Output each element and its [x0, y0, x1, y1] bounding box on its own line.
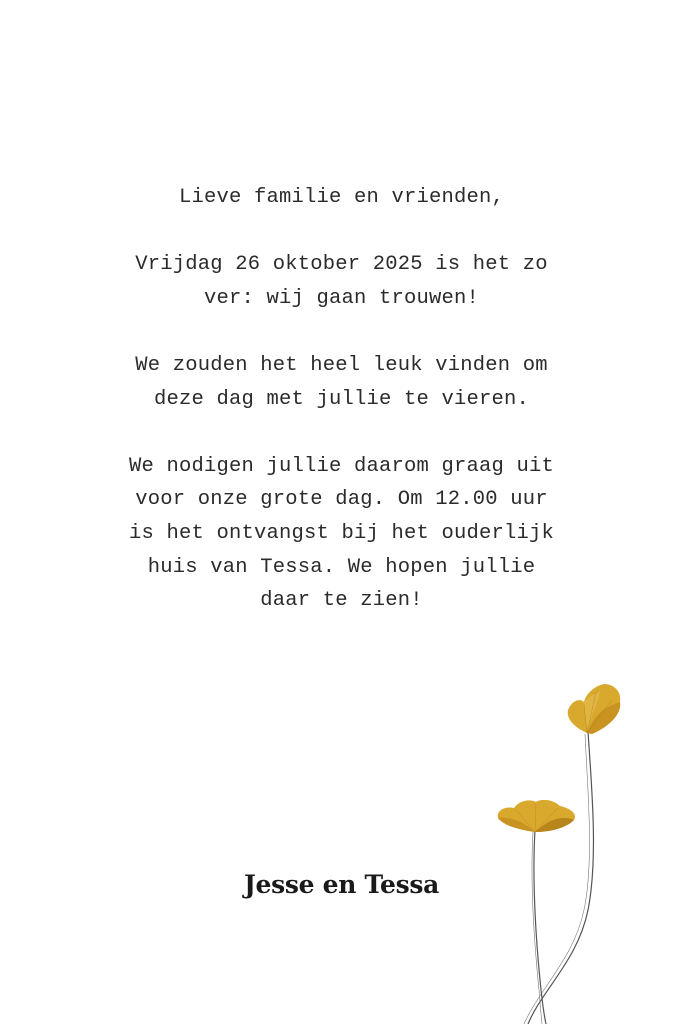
paragraph-line: deze dag met jullie te vieren. — [153, 387, 530, 411]
paragraph-line: Vrijdag 26 oktober 2025 is het zo — [135, 253, 548, 277]
paragraph-line: daar te zien! — [260, 589, 423, 613]
paragraph-celebrate — [60, 349, 623, 416]
paragraph-line: voor onze grote dag. Om 12.00 uur — [135, 488, 548, 512]
signature: Jesse en Tessa — [243, 870, 440, 899]
ginkgo-leaf-upper — [568, 684, 621, 734]
ginkgo-leaf-lower — [498, 800, 575, 832]
paragraph-line: huis van Tessa. We hopen jullie — [147, 555, 536, 579]
greeting — [60, 181, 623, 215]
paragraph-details — [60, 450, 623, 618]
paragraph-date — [60, 248, 623, 315]
ginkgo-flowers-icon — [480, 670, 640, 1024]
invitation-text — [60, 181, 623, 651]
paragraph-line: We zouden het heel leuk vinden om — [135, 353, 548, 377]
paragraph-line: We nodigen jullie daarom graag uit — [128, 454, 555, 478]
paragraph-line: is het ontvangst bij het ouderlijk — [128, 521, 555, 545]
greeting-line: Lieve familie en vrienden, — [178, 186, 505, 209]
paragraph-line: ver: wij gaan trouwen! — [203, 286, 480, 310]
